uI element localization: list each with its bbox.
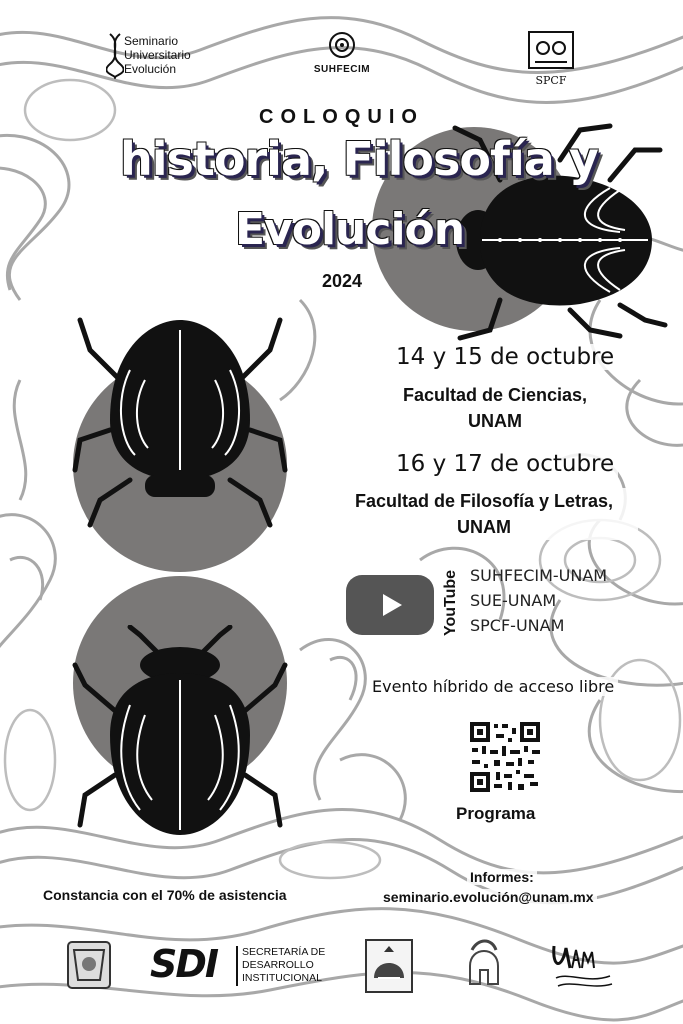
- seminario-line3: Evolución: [124, 62, 177, 76]
- unam-signature-icon: [548, 938, 618, 992]
- venue-1-line1: Facultad de Ciencias,: [402, 385, 588, 405]
- youtube-channels: [470, 563, 607, 638]
- venue-2-line1: Facultad de Filosofía y Letras,: [354, 491, 614, 511]
- suhfecim-label: SUHFECIM: [313, 64, 371, 75]
- spcf-label: SPCF: [535, 74, 567, 87]
- venue-1-line2: UNAM: [468, 411, 522, 431]
- beetle-icon: [70, 625, 290, 855]
- year-label: 2024: [322, 271, 363, 291]
- title-line1: historia, Filosofía y: [120, 132, 598, 186]
- sdi-logo: [150, 944, 330, 988]
- contact-email[interactable]: seminario.evolución@unam.mx: [380, 889, 597, 905]
- coloquio-label: COLOQUIO: [259, 106, 424, 128]
- youtube-play-button[interactable]: [346, 575, 434, 635]
- seminario-line2: Universitario: [124, 48, 191, 62]
- unam-crest-icon: [66, 940, 112, 990]
- sdi-text-line2: DESARROLLO: [242, 959, 314, 971]
- venue-block-1: [380, 382, 610, 434]
- venue-block-2: [330, 488, 638, 540]
- youtube-play-icon: [346, 575, 434, 635]
- youtube-channel-3[interactable]: SPCF-UNAM: [470, 616, 565, 635]
- spartan-helmet-icon: [462, 936, 506, 992]
- sdi-text: [242, 946, 325, 985]
- sdi-wordmark: SDI: [150, 942, 218, 986]
- sdi-divider: [236, 946, 238, 986]
- venue-2-line2: UNAM: [457, 517, 511, 537]
- sdi-text-line1: SECRETARÍA DE: [242, 946, 326, 958]
- qr-code-icon[interactable]: [468, 720, 542, 794]
- seminario-line1: Seminario: [124, 34, 179, 48]
- youtube-channel-1[interactable]: SUHFECIM-UNAM: [470, 566, 608, 585]
- youtube-channel-2[interactable]: SUE-UNAM: [470, 591, 557, 610]
- youtube-wordmark: [438, 566, 464, 646]
- dates-block-2: 16 y 17 de octubre: [392, 451, 618, 477]
- title-line2: Evolución: [235, 204, 465, 255]
- informes-label: Informes:: [467, 869, 537, 885]
- dates-block-1: 14 y 15 de octubre: [392, 344, 618, 370]
- tortoise-icon: [364, 938, 414, 994]
- program-label[interactable]: Programa: [456, 804, 536, 823]
- event-note: Evento híbrido de acceso libre: [368, 677, 618, 696]
- sdi-text-line3: INSTITUCIONAL: [242, 972, 322, 984]
- constancia-note: Constancia con el 70% de asistencia: [40, 887, 290, 903]
- youtube-label: YouTube: [442, 569, 459, 637]
- beetle-icon: [70, 300, 290, 530]
